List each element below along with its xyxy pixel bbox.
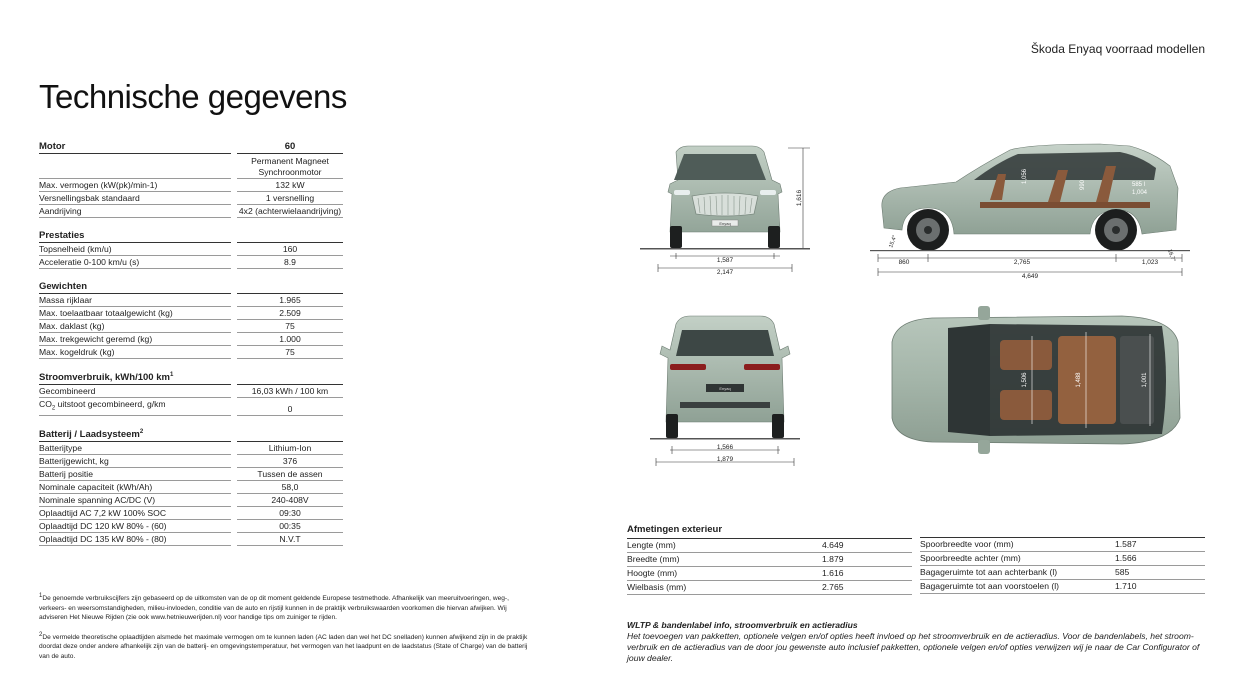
taillight-right (744, 364, 780, 370)
svg-text:1,587: 1,587 (716, 257, 734, 264)
model-value: 60 (237, 139, 343, 154)
svg-text:1,616: 1,616 (796, 189, 803, 207)
table-row (39, 154, 343, 179)
table-row: Aandrijving 4x2 (achterwielaandrijving) (39, 206, 342, 216)
table-row: Oplaadtijd DC 135 kW 80% - (80) N.V.T (39, 533, 343, 546)
ground-line (640, 248, 810, 250)
svg-text:860: 860 (898, 259, 910, 266)
table-row: Wielbasis (mm) 2.765 (627, 581, 912, 595)
mirror-left (978, 306, 990, 320)
section-title: Afmetingen exterieur (627, 524, 912, 539)
svg-text:1,001: 1,001 (1142, 372, 1148, 388)
ground-line (870, 250, 1190, 251)
afmetingen-exterieur (627, 524, 1205, 595)
ground-line (650, 438, 800, 440)
svg-text:4,649: 4,649 (1021, 273, 1039, 280)
footnotes (39, 592, 529, 669)
svg-text:1,879: 1,879 (716, 456, 734, 463)
table-row: Gecombineerd 16,03 kWh / 100 km (39, 385, 343, 398)
wltp-body: Het toevoegen van pakketten, optionele velgen en/of opties heeft invloed op het stroomverbruik en de actieradius. Voor de bandenlabels, het stroom-verbruik en de actieradius van de door jou gewenste auto inclusief pakketten, optionele velgen en/of opties verwijzen wij je naar de Car Configurator of jouw dealer. (627, 631, 1200, 663)
taillight-left (670, 364, 706, 370)
svg-text:16,7°: 16,7° (1166, 248, 1177, 263)
table-row: Acceleratie 0-100 km/u (s) 8.9 (39, 256, 343, 269)
car-front-view (640, 140, 810, 280)
car-rear-view (640, 310, 810, 470)
table-row: Spoorbreedte achter (mm) 1.566 (920, 552, 1205, 566)
table-row: Batterijgewicht, kg 376 (39, 455, 343, 468)
car-side-view (870, 138, 1190, 283)
table-row: Max. daklast (kg) 75 (39, 320, 343, 333)
wheel-right (772, 414, 784, 438)
page-title: Technische gegevens (39, 78, 347, 115)
wheel-right (768, 226, 780, 248)
wheel-left (666, 414, 678, 438)
svg-text:1,023: 1,023 (1141, 259, 1159, 266)
interior-floor (980, 202, 1150, 208)
mirror-right (978, 440, 990, 454)
table-row: Max. vermogen (kW(pk)/min-1) 132 kW (39, 179, 343, 192)
table-row: Lengte (mm) 4.649 (627, 539, 912, 553)
table-row: Spoorbreedte voor (mm) 1.587 (920, 538, 1205, 552)
wltp-info (627, 620, 1205, 664)
table-row: Topsnelheid (km/u) 160 (39, 243, 343, 256)
table-row: Breedte (mm) 1.879 (627, 553, 912, 567)
car-top-view (872, 302, 1190, 458)
section-label: Motor (39, 139, 231, 154)
rear-window (676, 330, 774, 356)
section-motor (39, 139, 343, 154)
svg-text:1,488: 1,488 (1076, 372, 1082, 388)
rear-bench (1058, 336, 1116, 424)
svg-text:1,566: 1,566 (716, 444, 734, 451)
headlight-right (760, 190, 776, 195)
svg-text:2,147: 2,147 (716, 269, 734, 276)
footnote-2: $^2$De vermelde theoretische oplaadtijden alsmede het maximale vermogen om te kunnen laden (AC laden dan wel het DC snelladen) kunnen afwijkend zijn in de praktijk doordat deze onder andere afhankelijk zijn van de batterij- en omgevingstemperatuur, het vermogen van het laadpunt en de laadstatus (State of Charge) van de batterij van de auto. (39, 631, 528, 660)
table-row: Nominale capaciteit (kWh/Ah) 58,0 (39, 481, 343, 494)
svg-text:990: 990 (1080, 179, 1086, 190)
windshield (674, 154, 766, 180)
table-row: Oplaadtijd DC 120 kW 80% - (60) 00:35 (39, 520, 343, 533)
table-row: Batterij positie Tussen de assen (39, 468, 343, 481)
grille (692, 193, 758, 216)
svg-text:2,765: 2,765 (1013, 259, 1031, 266)
section-gewichten: Gewichten (39, 279, 343, 294)
section-stroomverbruik: Stroomverbruik, kWh/100 $km^1$ (39, 369, 343, 385)
table-row: Bagageruimte tot aan voorstoelen (l) 1.710 (920, 580, 1205, 594)
table-row: Nominale spanning AC/DC (V) 240-408V (39, 494, 343, 507)
table-row: Hoogte (mm) 1.616 (627, 567, 912, 581)
section-prestaties: Prestaties (39, 228, 343, 243)
front-seat-right (1000, 390, 1052, 420)
svg-text:1,004: 1,004 (1132, 190, 1148, 196)
table-row: Versnellingsbak standaard 1 versnelling (39, 192, 343, 205)
table-row: Max. trekgewicht geremd (kg) 1.000 (39, 333, 343, 346)
svg-text:15,4°: 15,4° (888, 234, 899, 249)
table-row: Oplaadtijd AC 7,2 kW 100% SOC 09:30 (39, 507, 343, 520)
svg-text:1,056: 1,056 (1022, 168, 1028, 184)
table-row: Massa rijklaar 1.965 (39, 294, 343, 307)
headlight-left (674, 190, 690, 195)
motor-type: Permanent Magneet Synchroonmotor (237, 154, 343, 179)
table-row: $CO_2$ uitstoot gecombineerd, g/km 0 (39, 398, 343, 416)
table-row: Bagageruimte tot aan achterbank (l) 585 (920, 566, 1205, 580)
wltp-heading: WLTP & bandenlabel info, stroomverbruik en actieradius (627, 620, 858, 630)
svg-text:Enyaq: Enyaq (719, 221, 731, 226)
windshield (948, 324, 990, 436)
brand-title: Škoda Enyaq voorraad modellen (1030, 42, 1205, 56)
table-row: Max. kogeldruk (kg) 75 (39, 346, 343, 359)
trunk (1120, 336, 1154, 424)
footnote-1: $^1$De genoemde verbruikscijfers zijn gebaseerd op de uitkomsten van de op dit moment geldende Europese testmethode. Afhankelijk van meeruitvoeringen, weg-, verkeers- en weersomstandigheden, milieu-invloeden, conditie van de auto en rijstijl kunnen in de praktijk verbruikswaarden voorkomen die hiervan afwijken. Wij adviseren Het Nieuwe Rijden (zie ook www.hetnieuwerijden.nl) voor handige tips om zuiniger te rijden. (39, 593, 509, 622)
wheel-left (670, 226, 682, 248)
table-row: Max. toelaatbaar totaalgewicht (kg) 2.509 (39, 307, 343, 320)
svg-text:Enyaq: Enyaq (719, 386, 731, 391)
front-seat-left (1000, 340, 1052, 370)
section-batterij: Batterij / Laadsysteem$^2$ (39, 426, 343, 442)
svg-text:585 l: 585 l (1132, 182, 1146, 188)
table-row: Batterijtype Lithium-Ion (39, 442, 343, 455)
bumper (680, 402, 770, 408)
svg-text:1,506: 1,506 (1022, 372, 1028, 388)
spec-table (39, 139, 343, 546)
